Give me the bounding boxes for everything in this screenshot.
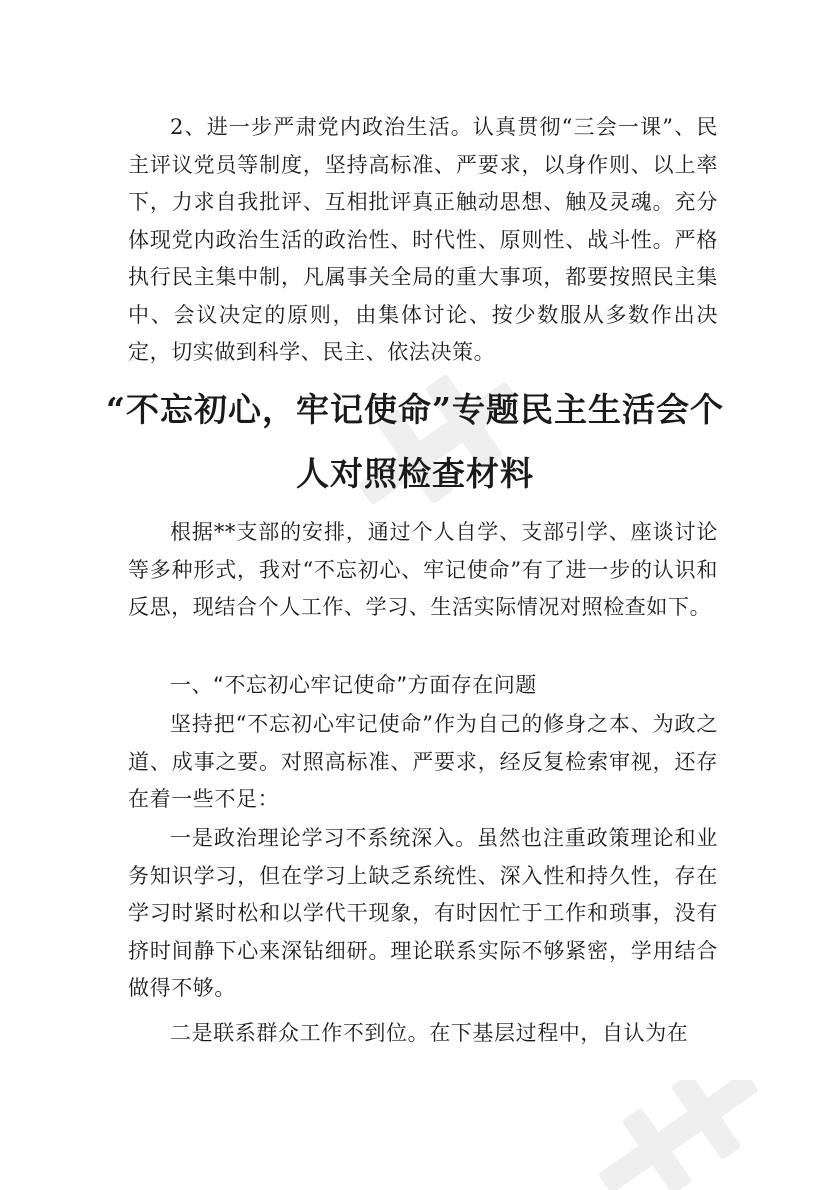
document-title-line-2: 人对照检查材料 xyxy=(296,454,534,493)
paragraph-party-life: 2、进一步严肃党内政治生活。认真贯彻“三会一课”、民主评议党员等制度，坚持高标准、严要求，以身作则、以上率下，力求自我批评、互相批评真正触动思想、触及灵魂。充分体现党内政治生活的政治性、时代性、原则性、战斗性。严格执行民主集中制，凡属事关全局的重大事项，都要按照民主集中、会议决定的原则，由集体讨论、按少数服从多数作出决定，切实做到科学、民主、依法决策。 xyxy=(128,115,718,364)
paragraph-intro: 根据**支部的安排，通过个人自学、支部引学、座谈讨论等多种形式，我对“不忘初心、牢记使命”有了进一步的认识和反思，现结合个人工作、学习、生活实际情况对照检查如下。 xyxy=(128,520,718,619)
paragraph-point-1: 一是政治理论学习不系统深入。虽然也注重政策理论和业务知识学习，但在学习上缺乏系统性、深入性和持久性，存在学习时紧时松和以学代干现象，有时因忙于工作和琐事，没有挤时间静下心来深钻细研。理论联系实际不够紧密，学用结合做得不够。 xyxy=(128,826,718,1000)
document-title-line-1: “不忘初心，牢记使命”专题民主生活会个 xyxy=(106,390,724,429)
paragraph-section-intro: 坚持把“不忘初心牢记使命”作为自己的修身之本、为政之道、成事之要。对照高标准、严要求，经反复检索审视，还存在着一些不足： xyxy=(128,712,718,811)
paragraph-point-2: 二是联系群众工作不到位。在下基层过程中，自认为在 xyxy=(170,1021,689,1045)
section-heading: 一、“不忘初心牢记使命”方面存在问题 xyxy=(170,673,537,697)
